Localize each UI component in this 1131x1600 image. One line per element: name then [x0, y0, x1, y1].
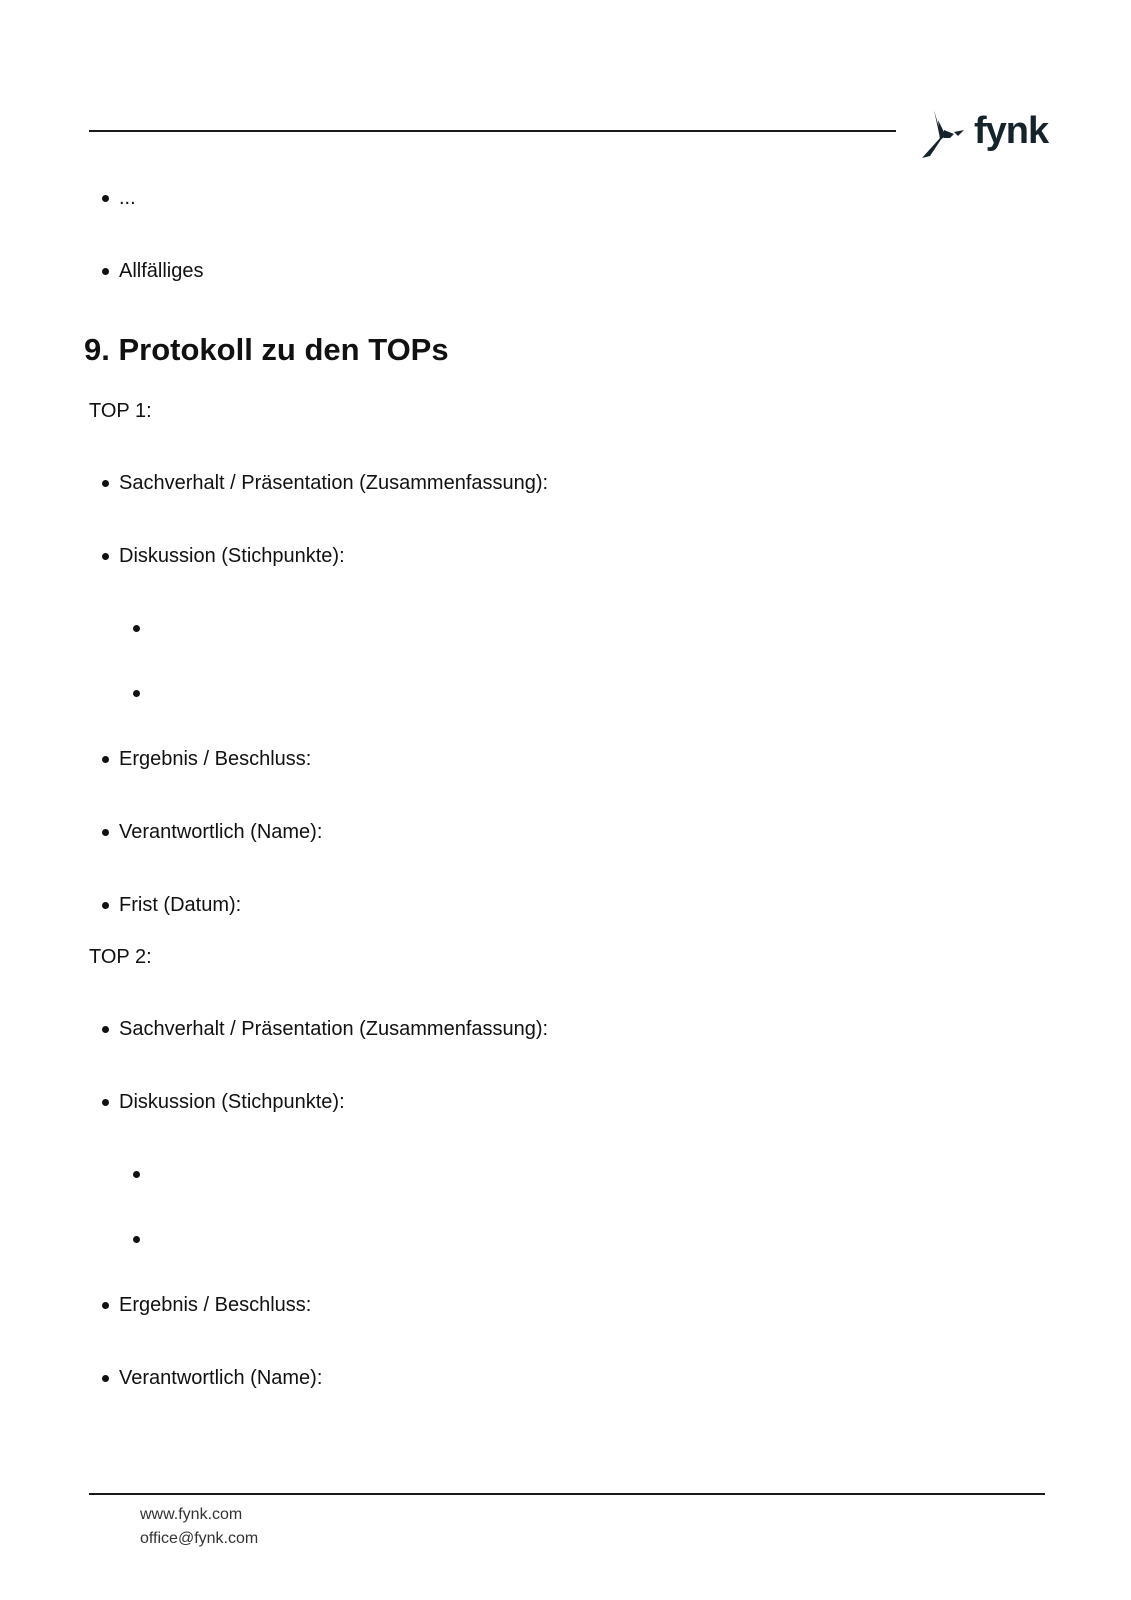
bullet-icon	[102, 553, 109, 560]
bullet-icon	[102, 756, 109, 763]
logo-wordmark: fynk	[974, 110, 1049, 152]
top2-label: TOP 2:	[89, 946, 152, 968]
fynk-logo	[920, 106, 1048, 162]
footer-email-link[interactable]: office@fynk.com	[140, 1530, 259, 1547]
list-item: Sachverhalt / Präsentation (Zusammenfassung):	[119, 1018, 549, 1040]
bullet-icon	[102, 902, 109, 909]
bullet-icon	[102, 480, 109, 487]
empty-subbullet-icon	[133, 690, 140, 697]
empty-subbullet-icon	[133, 625, 140, 632]
top1-label: TOP 1:	[89, 400, 152, 422]
list-item: Diskussion (Stichpunkte):	[119, 1091, 345, 1113]
footer-divider	[89, 1493, 1045, 1495]
list-item: ...	[119, 187, 136, 209]
bullet-icon	[102, 1302, 109, 1309]
bullet-icon	[102, 829, 109, 836]
list-item: Frist (Datum):	[119, 894, 242, 916]
list-item: Verantwortlich (Name):	[119, 1367, 323, 1389]
list-item: Verantwortlich (Name):	[119, 821, 323, 843]
list-item: Allfälliges	[119, 260, 204, 282]
bullet-icon	[102, 1375, 109, 1382]
list-item: Ergebnis / Beschluss:	[119, 748, 312, 770]
bullet-icon	[102, 1099, 109, 1106]
bullet-icon	[102, 268, 109, 275]
header-divider	[89, 130, 896, 132]
footer-website-link[interactable]: www.fynk.com	[140, 1506, 243, 1523]
section-heading: 9. Protokoll zu den TOPs	[84, 332, 449, 367]
bird-icon	[920, 108, 968, 160]
bullet-icon	[102, 1026, 109, 1033]
empty-subbullet-icon	[133, 1171, 140, 1178]
list-item: Ergebnis / Beschluss:	[119, 1294, 312, 1316]
list-item: Diskussion (Stichpunkte):	[119, 545, 345, 567]
list-item: Sachverhalt / Präsentation (Zusammenfassung):	[119, 472, 549, 494]
bullet-icon	[102, 195, 109, 202]
empty-subbullet-icon	[133, 1236, 140, 1243]
